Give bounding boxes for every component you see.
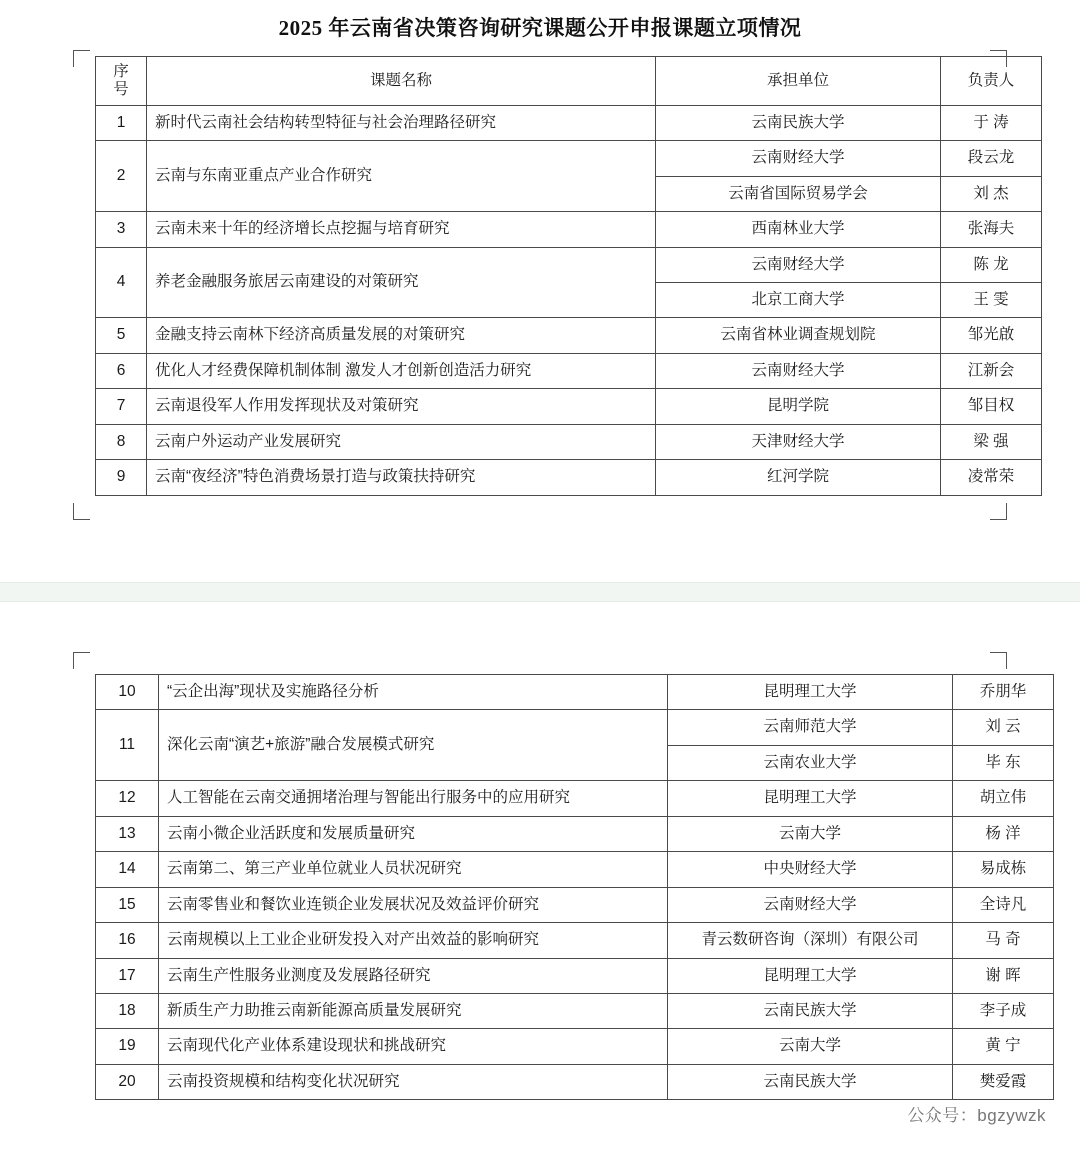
cell-index: 4 <box>96 247 147 318</box>
cell-index: 9 <box>96 460 147 495</box>
cell-person: 凌常荣 <box>941 460 1042 495</box>
table-row <box>96 353 1042 388</box>
cell-index: 12 <box>96 781 159 816</box>
cell-unit: 云南师范大学 <box>668 710 953 745</box>
table-row <box>96 247 1042 282</box>
table-row <box>96 1064 1054 1099</box>
table-row <box>96 852 1054 887</box>
header-index-line2: 号 <box>113 80 129 98</box>
header-title: 课题名称 <box>147 57 656 106</box>
cell-unit: 云南财经大学 <box>656 141 941 176</box>
table-row <box>96 424 1042 459</box>
cell-project-title: 新时代云南社会结构转型特征与社会治理路径研究 <box>147 105 656 140</box>
cell-unit: 天津财经大学 <box>656 424 941 459</box>
cell-project-title: 新质生产力助推云南新能源高质量发展研究 <box>159 994 668 1029</box>
cell-unit: 云南财经大学 <box>656 247 941 282</box>
table-row <box>96 781 1054 816</box>
cell-index: 6 <box>96 353 147 388</box>
cell-project-title: 云南规模以上工业企业研发投入对产出效益的影响研究 <box>159 923 668 958</box>
cell-index: 1 <box>96 105 147 140</box>
cell-project-title: 云南与东南亚重点产业合作研究 <box>147 141 656 212</box>
cell-index: 15 <box>96 887 159 922</box>
cell-unit: 云南大学 <box>668 816 953 851</box>
table-row <box>96 105 1042 140</box>
table-row <box>96 887 1054 922</box>
cell-unit: 云南农业大学 <box>668 745 953 780</box>
cell-unit: 昆明理工大学 <box>668 958 953 993</box>
cell-project-title: 优化人才经费保障机制体制 激发人才创新创造活力研究 <box>147 353 656 388</box>
header-index <box>96 57 147 106</box>
cell-index: 14 <box>96 852 159 887</box>
cell-project-title: 金融支持云南林下经济高质量发展的对策研究 <box>147 318 656 353</box>
cell-unit: 昆明学院 <box>656 389 941 424</box>
table-row <box>96 460 1042 495</box>
cell-project-title: 人工智能在云南交通拥堵治理与智能出行服务中的应用研究 <box>159 781 668 816</box>
cell-project-title: 云南“夜经济”特色消费场景打造与政策扶持研究 <box>147 460 656 495</box>
cell-index: 18 <box>96 994 159 1029</box>
table-header-row <box>96 57 1042 106</box>
cell-unit: 云南大学 <box>668 1029 953 1064</box>
project-table-page1 <box>95 56 1042 496</box>
cell-project-title: 云南小微企业活跃度和发展质量研究 <box>159 816 668 851</box>
page-gap-lower <box>0 602 1080 674</box>
table-row <box>96 923 1054 958</box>
watermark-text: 公众号：bgzywzk <box>907 1106 1046 1125</box>
cell-person: 邹光啟 <box>941 318 1042 353</box>
cell-project-title: 养老金融服务旅居云南建设的对策研究 <box>147 247 656 318</box>
table-row <box>96 141 1042 176</box>
crop-mark-top-left-2 <box>73 652 90 669</box>
cell-project-title: 云南未来十年的经济增长点挖掘与培育研究 <box>147 212 656 247</box>
cell-person: 胡立伟 <box>953 781 1054 816</box>
cell-person: 杨 洋 <box>953 816 1054 851</box>
cell-unit: 云南省林业调查规划院 <box>656 318 941 353</box>
cell-unit: 红河学院 <box>656 460 941 495</box>
project-table-page2 <box>95 674 1054 1101</box>
table-row <box>96 1029 1054 1064</box>
cell-unit: 云南省国际贸易学会 <box>656 176 941 211</box>
cell-unit: 云南财经大学 <box>668 887 953 922</box>
cell-index: 11 <box>96 710 159 781</box>
cell-unit: 云南财经大学 <box>656 353 941 388</box>
cell-index: 16 <box>96 923 159 958</box>
cell-unit: 北京工商大学 <box>656 282 941 317</box>
cell-unit: 西南林业大学 <box>656 212 941 247</box>
cell-person: 张海夫 <box>941 212 1042 247</box>
cell-index: 7 <box>96 389 147 424</box>
cell-unit: 云南民族大学 <box>668 1064 953 1099</box>
cell-person: 于 涛 <box>941 105 1042 140</box>
cell-project-title: 云南现代化产业体系建设现状和挑战研究 <box>159 1029 668 1064</box>
cell-person: 谢 晖 <box>953 958 1054 993</box>
cell-index: 2 <box>96 141 147 212</box>
cell-index: 17 <box>96 958 159 993</box>
cell-index: 19 <box>96 1029 159 1064</box>
cell-unit: 中央财经大学 <box>668 852 953 887</box>
cell-project-title: 深化云南“演艺+旅游”融合发展模式研究 <box>159 710 668 781</box>
page-divider <box>0 582 1080 602</box>
table-row <box>96 389 1042 424</box>
table-section-page1 <box>95 56 1015 496</box>
cell-person: 梁 强 <box>941 424 1042 459</box>
cell-unit: 昆明理工大学 <box>668 674 953 709</box>
table-section-page2 <box>95 674 1027 1101</box>
crop-mark-bottom-left <box>73 503 90 520</box>
crop-mark-top-right-2 <box>990 652 1007 669</box>
table-row <box>96 710 1054 745</box>
cell-unit: 青云数研咨询（深圳）有限公司 <box>668 923 953 958</box>
cell-person: 全诗凡 <box>953 887 1054 922</box>
cell-person: 黄 宁 <box>953 1029 1054 1064</box>
cell-project-title: 云南零售业和餐饮业连锁企业发展状况及效益评价研究 <box>159 887 668 922</box>
cell-person: 江新会 <box>941 353 1042 388</box>
cell-project-title: “云企出海”现状及实施路径分析 <box>159 674 668 709</box>
cell-person: 刘 云 <box>953 710 1054 745</box>
cell-unit: 云南民族大学 <box>668 994 953 1029</box>
table-row <box>96 816 1054 851</box>
header-unit: 承担单位 <box>656 57 941 106</box>
table-row <box>96 994 1054 1029</box>
cell-index: 20 <box>96 1064 159 1099</box>
table-row <box>96 318 1042 353</box>
crop-mark-bottom-right <box>990 503 1007 520</box>
cell-person: 樊爱霞 <box>953 1064 1054 1099</box>
table-row <box>96 212 1042 247</box>
cell-index: 5 <box>96 318 147 353</box>
cell-project-title: 云南第二、第三产业单位就业人员状况研究 <box>159 852 668 887</box>
cell-person: 乔朋华 <box>953 674 1054 709</box>
cell-person: 易成栋 <box>953 852 1054 887</box>
cell-person: 刘 杰 <box>941 176 1042 211</box>
cell-unit: 昆明理工大学 <box>668 781 953 816</box>
cell-person: 李子成 <box>953 994 1054 1029</box>
cell-index: 8 <box>96 424 147 459</box>
cell-person: 邹目权 <box>941 389 1042 424</box>
table-row <box>96 674 1054 709</box>
cell-project-title: 云南退役军人作用发挥现状及对策研究 <box>147 389 656 424</box>
cell-person: 王 雯 <box>941 282 1042 317</box>
header-person: 负责人 <box>941 57 1042 106</box>
cell-person: 毕 东 <box>953 745 1054 780</box>
cell-project-title: 云南户外运动产业发展研究 <box>147 424 656 459</box>
table-row <box>96 958 1054 993</box>
cell-project-title: 云南生产性服务业测度及发展路径研究 <box>159 958 668 993</box>
cell-unit: 云南民族大学 <box>656 105 941 140</box>
cell-person: 段云龙 <box>941 141 1042 176</box>
cell-index: 3 <box>96 212 147 247</box>
page-gap <box>0 496 1080 582</box>
cell-project-title: 云南投资规模和结构变化状况研究 <box>159 1064 668 1099</box>
page-title: 2025 年云南省决策咨询研究课题公开申报课题立项情况 <box>278 16 802 40</box>
header-index-line1: 序 <box>113 63 129 80</box>
cell-person: 马 奇 <box>953 923 1054 958</box>
cell-person: 陈 龙 <box>941 247 1042 282</box>
crop-mark-top-right <box>990 50 1007 67</box>
cell-index: 10 <box>96 674 159 709</box>
cell-index: 13 <box>96 816 159 851</box>
crop-mark-top-left <box>73 50 90 67</box>
